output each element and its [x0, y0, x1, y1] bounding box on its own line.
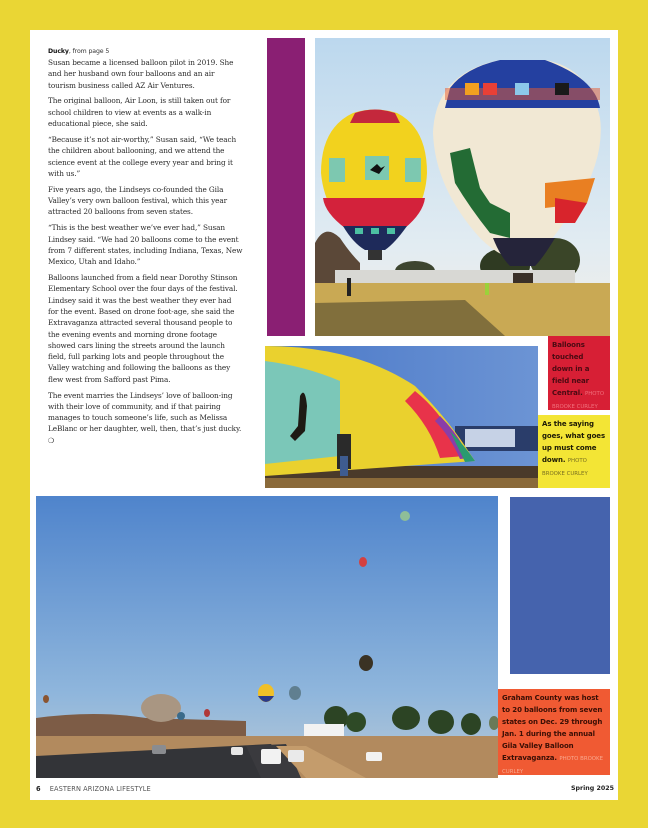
caption-text: As the saying goes, what goes up must come down.: [542, 420, 606, 464]
photo-credit: PHOTO BROOKE CURLEY: [502, 756, 603, 775]
end-mark-icon: ❍: [48, 436, 55, 445]
article-paragraph-text: The event marries the Lindseys’ love of balloon-ing with their love of community, and if that pairing manages to touch someone’s life, such as Melissa LeBlanc or her daughter, well, then, that’s just ducky.: [48, 390, 242, 434]
photo-credit: PHOTO BROOKE CURLEY: [542, 458, 588, 477]
article-paragraph-last: [48, 390, 243, 447]
article-paragraph: “This is the best weather we’ve ever had,” Susan Lindsey said. “We had 20 balloons come to the event from 7 different states, including Indiana, Texas, New Mexico, Utah and Idaho.”: [48, 223, 243, 267]
page-footer: [36, 783, 614, 795]
page-number: 6: [36, 785, 41, 793]
photo-deflated-balloon: [265, 346, 538, 488]
jump-suffix: , from page 5: [68, 48, 110, 55]
photo-balloons-in-field: [315, 38, 610, 336]
caption-graham-county: [498, 689, 610, 775]
magazine-page: [30, 30, 618, 800]
blue-accent-bar: [510, 497, 610, 674]
caption-balloons-touched-down: [548, 336, 610, 410]
purple-accent-bar: [267, 38, 305, 336]
article-paragraph: Five years ago, the Lindseys co-founded the Gila Valley’s very own balloon festival, which this year attracted 20 balloons from seven states.: [48, 184, 228, 217]
issue-date: Spring 2025: [570, 785, 614, 792]
caption-what-goes-up: [538, 415, 610, 488]
article-paragraph: “Because it’s not air-worthy,” Susan said, “We teach the children about ballooning, and we attend the science event at the college every year and bring it with us.”: [48, 134, 237, 178]
caption-text: Balloons touched down in a field near Central.: [552, 341, 590, 397]
caption-text: Graham County was host to 20 balloons from seven states on Dec. 29 through Jan. 1 during the annual Gila Valley Balloon Extravaganza.: [502, 694, 603, 762]
photo-balloons-over-highway: [36, 496, 498, 778]
article-paragraph: Susan became a licensed balloon pilot in 2019. She and her husband own four balloons and an air tourism business called AZ Air Ventures.: [48, 58, 234, 90]
article-column: [48, 47, 243, 452]
jump-label: Ducky: [48, 48, 69, 55]
photo-credit: PHOTO BROOKE CURLEY: [552, 391, 605, 410]
article-paragraph: Balloons launched from a field near Dorothy Stinson Elementary School over the four days of the festival. Lindsey said it was the best weather they ever had for the event. Based on drone foot-age, she said the Extravaganza attracted several thousand people to the evening events and morning drone footage showed cars lining the streets around the launch field, full parking lots and people throughout the Valley watching and following the balloons as they flew west from Safford past Pima.: [48, 273, 238, 384]
magazine-name: EASTERN ARIZONA LIFESTYLE: [49, 785, 151, 793]
article-paragraph: The original balloon, Air Loon, is still taken out for school children to view at events as a walk-in educational piece, she said.: [48, 96, 231, 129]
jump-line: [48, 47, 243, 56]
